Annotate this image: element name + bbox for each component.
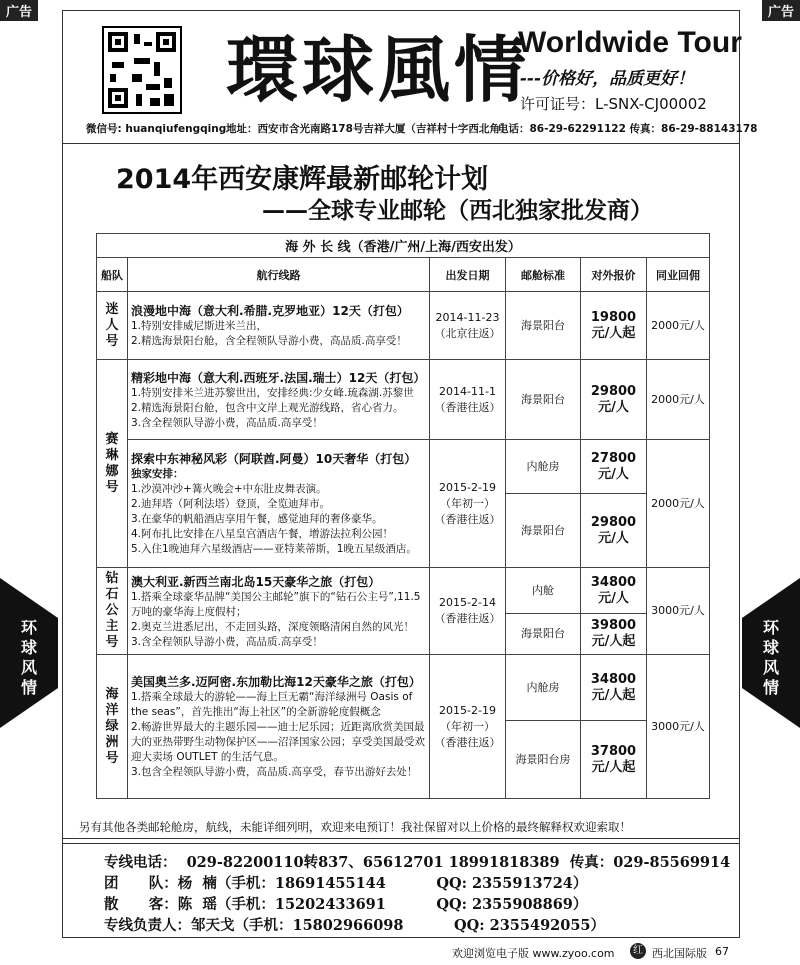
license-number: 许可证号：L-SNX-CJ00002 xyxy=(520,95,707,113)
route-detail: 2.迪拜塔（阿利法塔）登顶，全览迪拜市。 xyxy=(131,498,331,510)
address: 地址：西安市含光南路178号吉祥大厦（吉祥村十字西北角） xyxy=(226,123,511,135)
route-name: 浪漫地中海（意大利.希腊.克罗地亚）12天（打包） xyxy=(131,304,409,318)
contact-divider-2 xyxy=(62,843,740,844)
page-title: 2014年西安康辉最新邮轮计划 xyxy=(116,164,489,195)
disclaimer-note: 另有其他各类邮轮舱房，航线，未能详细列明，欢迎来电预订！我社保留对以上价格的最终解释权欢迎索取！ xyxy=(79,820,631,834)
contact-divider xyxy=(62,838,740,839)
contact-line-manager: 专线负责人：邹天戈（手机：15802966098 QQ: 2355492055） xyxy=(104,917,606,934)
route-name: 美国奥兰多.迈阿密.东加勒比海12天豪华之旅（打包） xyxy=(131,675,421,689)
price: 29800元/人 xyxy=(581,494,647,568)
route-detail: 2.精选海景阳台舱，包含中文岸上观光游线路，省心省力。 xyxy=(131,401,404,414)
slogan: ---价格好，品质更好！ xyxy=(520,69,695,89)
cabin-type: 海景阳台 xyxy=(506,614,581,655)
departure-note: （香港往返） xyxy=(434,400,501,414)
route-detail: 3.包含全程领队导游小费，高品质.高享受，春节出游好去处！ xyxy=(131,766,418,778)
contact-line-individual: 散 客：陈 瑶（手机：15202433691 QQ: 2355908869） xyxy=(104,896,588,913)
cabin-type: 海景阳台 xyxy=(506,292,581,360)
route-detail: 2.畅游世界最大的主题乐园——迪士尼乐园；近距离欣赏美国最大的亚热带野生动物保护区——沼泽国家公园；享受美国最受欢迎大卖场 OUTLET 的生活气息。 xyxy=(131,721,425,763)
header-date: 出发日期 xyxy=(430,258,506,292)
contact-line-group: 团 队：杨 楠（手机：18691455144 QQ: 2355913724） xyxy=(104,875,588,892)
ship-name: 迷人号 xyxy=(97,292,128,360)
ship-name: 赛琳娜号 xyxy=(97,360,128,568)
side-label-right: 环球风情 xyxy=(762,618,779,697)
header-cabin: 邮舱标准 xyxy=(506,258,581,292)
route-detail: 3.含全程领队导游小费，高品质.高享受！ xyxy=(131,416,323,429)
footer-website: 欢迎浏览电子版 www.zyoo.com xyxy=(452,947,615,960)
cabin-type: 内舱 xyxy=(506,568,581,614)
brand-logo-text: 環球風情 xyxy=(226,27,531,112)
cabin-type: 内舱房 xyxy=(506,655,581,721)
departure-date: 2014-11-23 xyxy=(435,310,500,324)
side-banner-right xyxy=(740,578,800,728)
ad-tag-left: 广告 xyxy=(0,0,38,21)
header-route: 航行线路 xyxy=(128,258,430,292)
price: 27800元/人 xyxy=(581,440,647,494)
header-commission: 同业回佣 xyxy=(647,258,710,292)
table-section-title: 海 外 长 线（香港/广州/上海/西安出发） xyxy=(97,234,710,258)
departure-note: （香港往返） xyxy=(434,512,501,526)
ship-name: 钻石公主号 xyxy=(97,568,128,655)
route-name: 澳大利亚.新西兰南北岛15天豪华之旅（打包） xyxy=(131,574,381,589)
route-detail: 2.奥克兰进悉尼出，不走回头路，深度领略清闲自然的风光！ xyxy=(131,620,415,633)
cabin-type: 海景阳台 xyxy=(506,360,581,440)
wechat-id: 微信号: huanqiufengqing xyxy=(86,123,227,135)
table-row xyxy=(97,568,710,614)
commission: 2000元/人 xyxy=(647,440,710,568)
route-detail: 1.搭乘全球最大的游轮——海上巨无霸“海洋绿洲号 Oasis of the seas”，首先推出“海上社区”的全新游轮度假概念 xyxy=(131,691,413,718)
footer-section: 西北国际版 xyxy=(652,947,707,960)
route-detail: 2.精选海景阳台舱，含全程领队导游小费，高品质.高享受！ xyxy=(131,335,407,347)
price: 34800元/人起 xyxy=(581,655,647,721)
route-detail: 3.在豪华的帆船酒店享用午餐，感觉迪拜的奢侈豪华。 xyxy=(131,513,383,525)
departure-note: （北京往返） xyxy=(434,326,501,340)
route-subtitle: 独家安排： xyxy=(131,468,184,480)
commission: 2000元/人 xyxy=(647,360,710,440)
table-row xyxy=(97,360,710,440)
route-detail: 4.阿布扎比安排在八星皇宫酒店午餐，增游法拉利公园！ xyxy=(131,528,394,540)
departure-date: 2015-2-19 xyxy=(439,703,496,717)
price: 39800元/人起 xyxy=(581,614,647,655)
ship-name: 海洋绿洲号 xyxy=(97,655,128,799)
english-brand: Worldwide Tour xyxy=(518,26,742,59)
departure-note: （香港往返） xyxy=(434,612,501,625)
route-detail: 1.特别安排威尼斯进米兰出， xyxy=(131,320,268,332)
page-subtitle: ——全球专业邮轮（西北独家批发商） xyxy=(262,198,653,224)
table-header-row xyxy=(97,258,710,292)
footer-badge-icon: 红 xyxy=(630,943,646,959)
route-name: 精彩地中海（意大利.西班牙.法国.瑞士）12天（打包） xyxy=(131,370,426,385)
departure-date: 2015-2-19 xyxy=(439,480,496,494)
header-divider xyxy=(62,143,740,144)
side-label-left: 环球风情 xyxy=(20,618,37,697)
price: 29800元/人 xyxy=(581,360,647,440)
route-detail: 3.含全程领队导游小费，高品质.高享受！ xyxy=(131,635,323,648)
route-detail: 1.沙漠冲沙+篝火晚会+中东肚皮舞表演。 xyxy=(131,483,327,495)
route-name: 探索中东神秘风彩（阿联酋.阿曼）10天奢华（打包） xyxy=(131,452,417,466)
price: 19800元/人起 xyxy=(581,292,647,360)
side-banner-left xyxy=(0,578,46,728)
commission: 3000元/人 xyxy=(647,655,710,799)
table-row xyxy=(97,440,710,494)
table-row xyxy=(97,292,710,360)
price: 37800元/人起 xyxy=(581,721,647,799)
header-price: 对外报价 xyxy=(581,258,647,292)
route-detail: 1.搭乘全球豪华品牌“美国公主邮轮”旗下的“钻石公主号”,11.5万吨的豪华海上度假村； xyxy=(131,590,421,618)
departure-date: 2014-11-1 xyxy=(439,384,496,398)
commission: 3000元/人 xyxy=(647,568,710,655)
route-detail: 5.入住1晚迪拜六星级酒店——亚特莱蒂斯，1晚五星级酒店。 xyxy=(131,543,417,555)
cabin-type: 海景阳台房 xyxy=(506,721,581,799)
header-ship: 船队 xyxy=(97,258,128,292)
departure-date: 2015-2-14 xyxy=(439,596,496,609)
cruise-table xyxy=(96,233,710,799)
page-number: 67 xyxy=(715,945,729,958)
price: 34800元/人 xyxy=(581,568,647,614)
commission: 2000元/人 xyxy=(647,292,710,360)
departure-note: （香港往返） xyxy=(434,735,501,749)
route-detail: 1.特别安排米兰进苏黎世出，安排经典:少女峰.琉森湖.苏黎世 xyxy=(131,386,414,399)
phone-fax: 电话：86-29-62291122 传真：86-29-88143178 xyxy=(498,123,758,135)
cabin-type: 内舱房 xyxy=(506,440,581,494)
table-row xyxy=(97,655,710,721)
contact-line-hotline: 专线电话： 029-82200110转837、65612701 18991818389 传真：029-85569914 xyxy=(104,854,731,871)
departure-mid: （年初一） xyxy=(440,496,495,510)
ad-tag-right: 广告 xyxy=(762,0,800,21)
cabin-type: 海景阳台 xyxy=(506,494,581,568)
qr-code-icon xyxy=(102,26,182,114)
departure-mid: （年初一） xyxy=(440,719,495,733)
